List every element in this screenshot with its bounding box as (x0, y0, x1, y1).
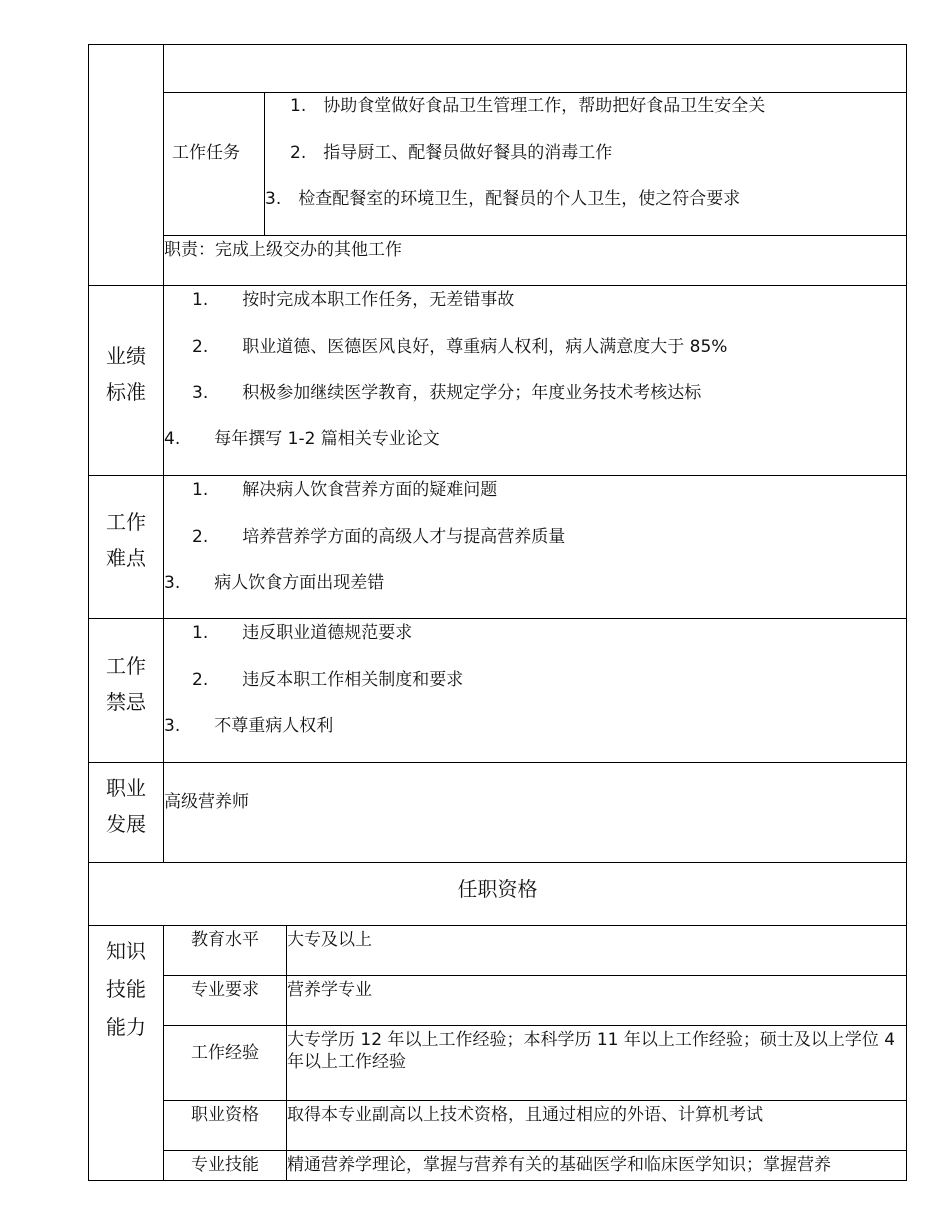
performance-label-line: 业绩 (106, 344, 146, 368)
difficulties-label-line: 难点 (106, 546, 146, 570)
qualification-row-value: 大专及以上 (287, 930, 372, 950)
career-label-line: 发展 (106, 812, 146, 836)
qualification-row-divider (163, 1100, 907, 1101)
qualification-row-divider (163, 1150, 907, 1151)
qualification-row-divider (163, 975, 907, 976)
row-divider (88, 925, 907, 926)
career-label-line: 职业 (106, 776, 146, 800)
knowledge-skill-label-line: 技能 (106, 977, 146, 1001)
taboo-item: 3. 不尊重病人权利 (164, 716, 334, 736)
row-divider (88, 475, 907, 476)
performance-item: 2. 职业道德、医德医风良好，尊重病人权利，病人满意度大于 85% (192, 337, 728, 357)
taboo-item: 2. 违反本职工作相关制度和要求 (192, 670, 464, 690)
qualification-row-label: 职业资格 (191, 1105, 259, 1125)
knowledge-skill-label (88, 932, 164, 1046)
row-divider (88, 618, 907, 619)
work-task-item: 2. 指导厨工、配餐员做好餐具的消毒工作 (290, 143, 613, 163)
taboos-label-line: 禁忌 (106, 690, 146, 714)
left-column-divider (163, 44, 164, 863)
performance-label-line: 标准 (106, 380, 146, 404)
qualification-row-label: 专业技能 (191, 1155, 259, 1175)
taboo-item: 1. 违反职业道德规范要求 (192, 623, 413, 643)
difficulty-item: 2. 培养营养学方面的高级人才与提高营养质量 (192, 527, 566, 547)
qualification-row-value: 营养学专业 (287, 980, 372, 1000)
row-divider (88, 762, 907, 763)
career-value: 高级营养师 (164, 792, 249, 812)
qualification-row-divider (163, 1025, 907, 1026)
difficulty-item: 3. 病人饮食方面出现差错 (164, 573, 385, 593)
qualification-row-label: 专业要求 (191, 980, 259, 1000)
taboos-label-line: 工作 (106, 654, 146, 678)
career-label (88, 770, 164, 842)
qualification-row-value: 取得本专业副高以上技术资格，且通过相应的外语、计算机考试 (287, 1105, 763, 1125)
row-divider (88, 285, 907, 286)
row-divider (163, 235, 907, 236)
performance-label (88, 338, 164, 410)
work-task-item: 3. 检查配餐室的环境卫生，配餐员的个人卫生，使之符合要求 (265, 189, 741, 209)
duty-text: 职责：完成上级交办的其他工作 (164, 240, 402, 260)
qualification-row-value: 精通营养学理论，掌握与营养有关的基础医学和临床医学知识；掌握营养 (287, 1155, 831, 1175)
work-task-item: 1. 协助食堂做好食品卫生管理工作，帮助把好食品卫生安全关 (290, 96, 766, 116)
knowledge-skill-label-line: 能力 (106, 1015, 146, 1039)
qualification-header: 任职资格 (457, 877, 538, 901)
row-divider (163, 92, 907, 93)
task-label-divider (264, 92, 265, 236)
work-task-label: 工作任务 (172, 143, 240, 163)
knowledge-skill-label-line: 知识 (106, 939, 146, 963)
taboos-label (88, 648, 164, 720)
qualification-row-value: 大专学历 12 年以上工作经验；本科学历 11 年以上工作经验；硕士及以上学位 4 年以上工作经验 (287, 1030, 896, 1072)
performance-item: 3. 积极参加继续医学教育，获规定学分；年度业务技术考核达标 (192, 383, 702, 403)
qualification-row-label: 工作经验 (191, 1043, 259, 1063)
job-description-table (88, 44, 907, 1181)
difficulty-item: 1. 解决病人饮食营养方面的疑难问题 (192, 480, 498, 500)
row-divider (88, 862, 907, 863)
qualification-row-label: 教育水平 (191, 930, 259, 950)
performance-item: 1. 按时完成本职工作任务，无差错事故 (192, 290, 515, 310)
difficulties-label-line: 工作 (106, 510, 146, 534)
performance-item: 4. 每年撰写 1-2 篇相关专业论文 (164, 429, 440, 449)
difficulties-label (88, 504, 164, 576)
